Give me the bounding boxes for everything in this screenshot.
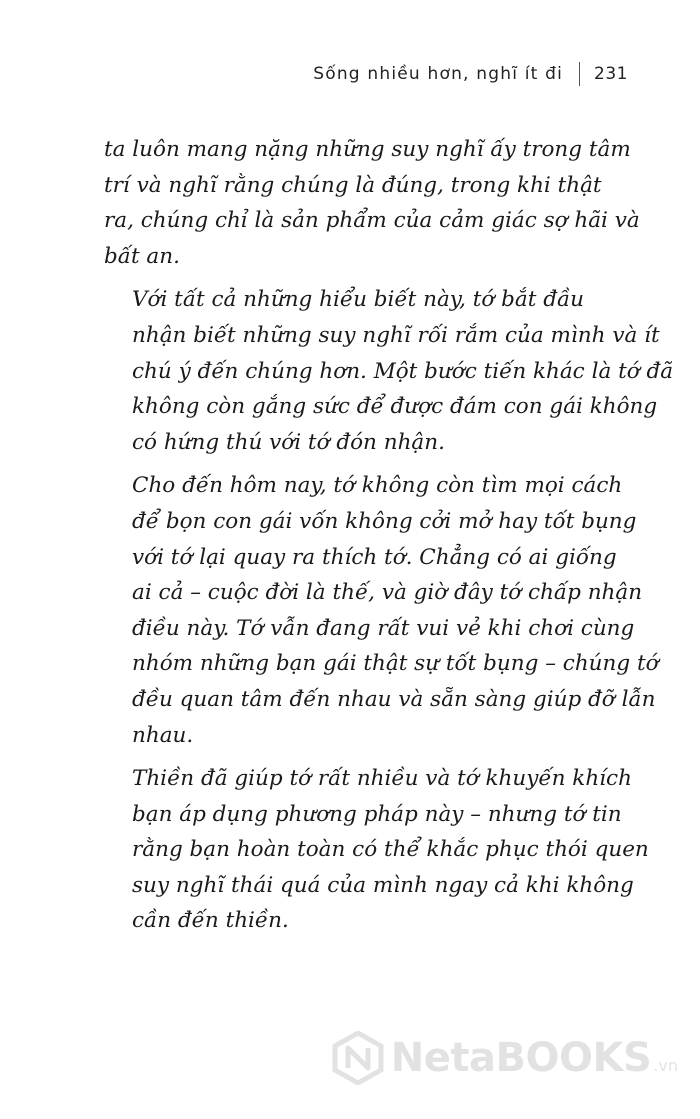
paragraph-4 [104, 761, 649, 939]
text-line: ra, chúng chỉ là sản phẩm của cảm giác sợ hãi và [104, 208, 640, 234]
page-number: 231 [594, 64, 628, 84]
running-header [313, 62, 628, 86]
text-line: Cho đến hôm nay, tớ không còn tìm mọi cách [132, 473, 623, 499]
text-line: Thiền đã giúp tớ rất nhiều và tớ khuyến khích [132, 766, 632, 792]
text-line: cần đến thiền. [132, 908, 289, 934]
watermark [331, 1031, 678, 1085]
text-line: đều quan tâm đến nhau và sẵn sàng giúp đỡ lẫn [132, 686, 656, 712]
text-line: có hứng thú với tớ đón nhận. [132, 429, 445, 455]
text-line: suy nghĩ thái quá của mình ngay cả khi không [132, 872, 634, 898]
text-line: ai cả – cuộc đời là thế, và giờ đây tớ chấp nhận [132, 580, 643, 606]
watermark-brand: NetaBOOKS [390, 1035, 652, 1081]
text-line: để bọn con gái vốn không cởi mở hay tốt bụng [132, 508, 637, 534]
paragraph-2 [104, 282, 674, 460]
text-line: chú ý đến chúng hơn. Một bước tiến khác là tớ đã [132, 358, 674, 384]
text-line: ta luôn mang nặng những suy nghĩ ấy trong tâm [104, 137, 631, 162]
body-text [104, 132, 674, 947]
text-line: Với tất cả những hiểu biết này, tớ bắt đầu [132, 287, 585, 313]
text-line: rằng bạn hoàn toàn có thể khắc phục thói quen [132, 837, 649, 863]
text-line: trí và nghĩ rằng chúng là đúng, trong khi thật [104, 172, 602, 198]
paragraph-3 [104, 468, 659, 753]
text-line: nhau. [132, 722, 194, 748]
text-line: bất an. [104, 243, 180, 269]
text-line: không còn gắng sức để được đám con gái không [132, 394, 658, 420]
running-title: Sống nhiều hơn, nghĩ ít đi [313, 64, 564, 84]
text-line: điều này. Tớ vẫn đang rất vui vẻ khi chơi cùng [132, 615, 635, 641]
text-line: nhận biết những suy nghĩ rối rắm của mình và ít [132, 322, 660, 348]
text-line: với tớ lại quay ra thích tớ. Chẳng có ai giống [132, 544, 617, 570]
netabooks-logo-icon [331, 1031, 385, 1085]
header-divider [579, 62, 580, 86]
text-line: bạn áp dụng phương pháp này – nhưng tớ tin [132, 801, 622, 827]
watermark-suffix: .vn [653, 1056, 678, 1075]
paragraph-1 [104, 132, 640, 274]
text-line: nhóm những bạn gái thật sự tốt bụng – chúng tớ [132, 651, 659, 677]
